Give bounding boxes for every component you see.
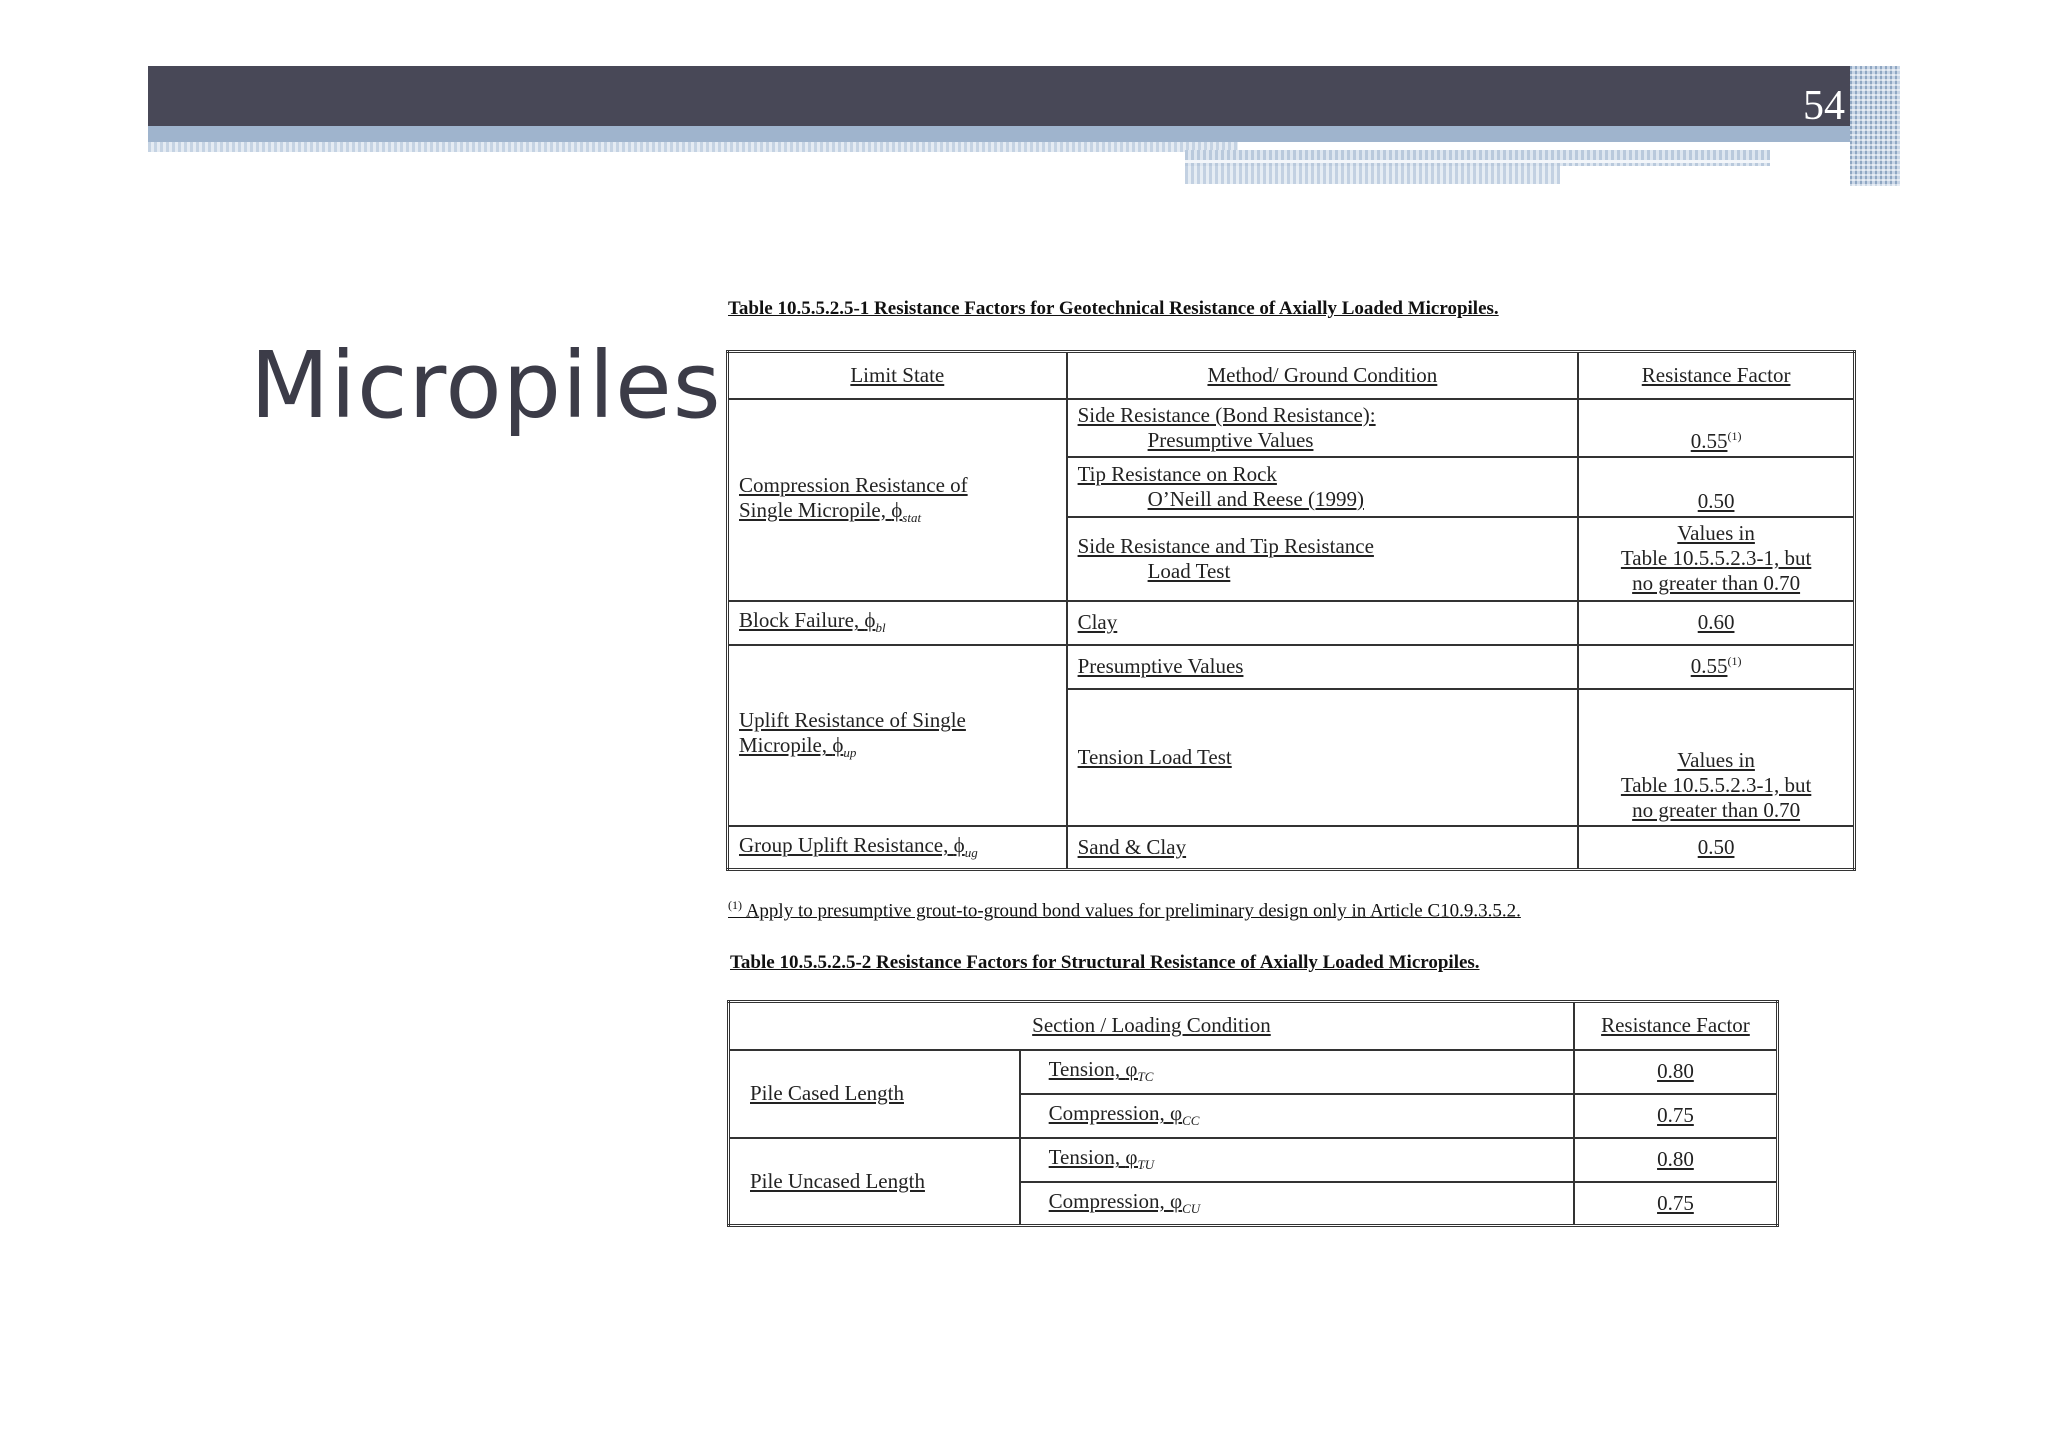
- compression-limit-state: Compression Resistance of Single Micropile, $\phi_{stat}$: [728, 399, 1067, 601]
- slide-title: Micropiles: [250, 332, 722, 439]
- uncased-section: Pile Uncased Length: [729, 1138, 1020, 1226]
- factor-cell: 0.55$^{(1)}$: [1578, 645, 1854, 689]
- cased-section: Pile Cased Length: [729, 1050, 1020, 1138]
- table1-header-row: [728, 352, 1855, 399]
- table1-footnote: $^{(1)}$ Apply to presumptive grout-to-ground bond values for preliminary design only in Article C10.9.3.5.2.: [728, 898, 1521, 922]
- uplift-limit-state: Uplift Resistance of Single Micropile, $\phi_{up}$: [728, 645, 1067, 826]
- factor-cell: 0.80: [1574, 1138, 1778, 1182]
- table1-geotechnical-resistance: [726, 350, 1856, 871]
- table-row: [729, 1138, 1778, 1182]
- method-cell: Presumptive Values: [1067, 645, 1579, 689]
- factor-cell: 0.60: [1578, 601, 1854, 645]
- factor-cell: 0.75: [1574, 1182, 1778, 1226]
- header-stripe-right: [1185, 150, 1770, 166]
- factor-cell: Values in Table 10.5.5.2.3-1, but no greater than 0.70: [1578, 689, 1854, 826]
- factor-cell: 0.50: [1578, 826, 1854, 870]
- factor-cell: 0.75: [1574, 1094, 1778, 1138]
- table-row: [728, 601, 1855, 645]
- factor-cell: 0.55$^{(1)}$: [1578, 399, 1854, 457]
- table2-structural-resistance: [727, 1000, 1779, 1227]
- method-cell: Clay: [1067, 601, 1579, 645]
- group-limit-state: Group Uplift Resistance, $\phi_{ug}$: [728, 826, 1067, 870]
- table-row: [729, 1050, 1778, 1094]
- page-number: 54: [1803, 83, 1845, 129]
- method-cell: Side Resistance (Bond Resistance): Presumptive Values: [1067, 399, 1579, 457]
- condition-cell: Compression, $\varphi_{CU}$: [1020, 1182, 1574, 1226]
- header-grid-ornament: [1850, 66, 1900, 186]
- table1-caption: Table 10.5.5.2.5-1 Resistance Factors for Geotechnical Resistance of Axially Loaded Micropiles.: [728, 298, 1499, 319]
- header-divider-line: [1185, 160, 1770, 163]
- method-cell: Side Resistance and Tip Resistance Load Test: [1067, 517, 1579, 601]
- table-row: [728, 399, 1855, 457]
- header-stripe-lower: [1185, 166, 1560, 184]
- method-cell: Tension Load Test: [1067, 689, 1579, 826]
- block-limit-state: Block Failure, $\phi_{bl}$: [728, 601, 1067, 645]
- method-cell: Sand & Clay: [1067, 826, 1579, 870]
- header-section-loading: Section / Loading Condition: [729, 1002, 1574, 1050]
- header-accent-band: [148, 126, 1855, 142]
- header-method: Method/ Ground Condition: [1067, 352, 1579, 399]
- factor-cell: 0.50: [1578, 457, 1854, 517]
- header-limit-state: Limit State: [728, 352, 1067, 399]
- condition-cell: Tension, $\varphi_{TU}$: [1020, 1138, 1574, 1182]
- method-cell: Tip Resistance on Rock O’Neill and Reese (1999): [1067, 457, 1579, 517]
- table2-caption: Table 10.5.5.2.5-2 Resistance Factors for Structural Resistance of Axially Loaded Micropiles.: [730, 952, 1480, 973]
- table-row: [728, 645, 1855, 689]
- condition-cell: Tension, $\varphi_{TC}$: [1020, 1050, 1574, 1094]
- table-row: [728, 826, 1855, 870]
- factor-cell: Values in Table 10.5.5.2.3-1, but no greater than 0.70: [1578, 517, 1854, 601]
- header-bar: [148, 66, 1855, 126]
- header-resistance-factor: Resistance Factor: [1574, 1002, 1778, 1050]
- header-stripe: [148, 142, 1238, 152]
- factor-cell: 0.80: [1574, 1050, 1778, 1094]
- table2-header-row: [729, 1002, 1778, 1050]
- condition-cell: Compression, $\varphi_{CC}$: [1020, 1094, 1574, 1138]
- header-resistance-factor: Resistance Factor: [1578, 352, 1854, 399]
